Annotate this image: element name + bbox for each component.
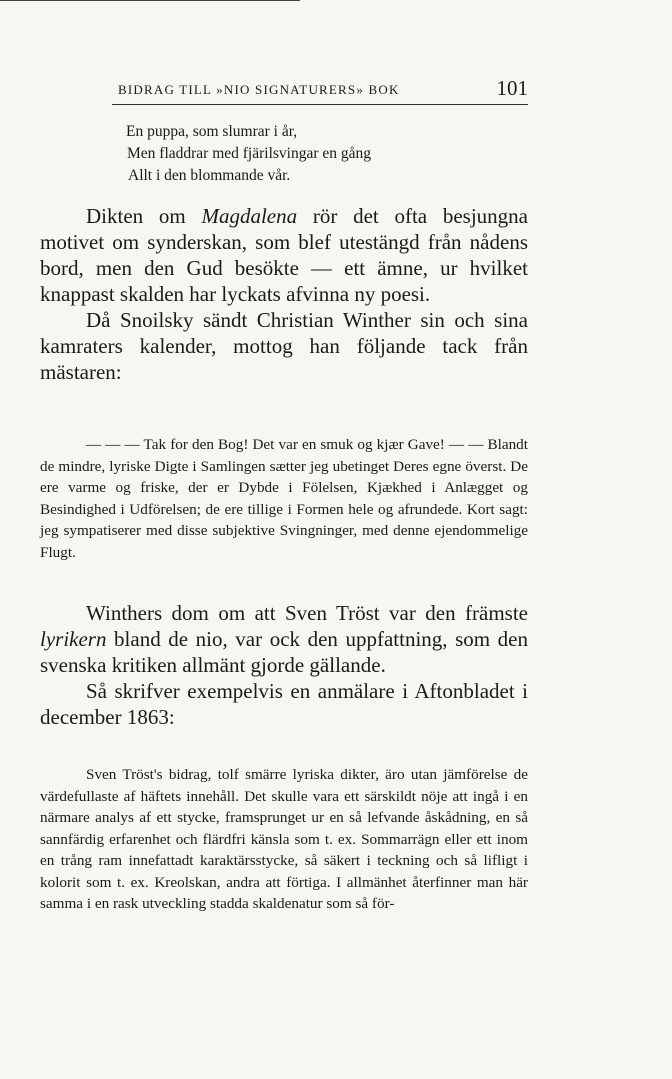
body-block-2 <box>40 600 528 730</box>
page-header <box>112 76 528 102</box>
verse-line: En puppa, som slumrar i år, <box>126 123 298 140</box>
paragraph-snoilsky: Då Snoilsky sändt Christian Winther sin och sina kamraters kalender, mottog han följande tack från mästaren: <box>40 308 528 384</box>
header-rule <box>112 104 528 105</box>
quote-winther <box>40 434 528 563</box>
quote-aftonbladet <box>40 764 528 915</box>
paragraph-winthers-dom: Winthers dom om att Sven Tröst var den främste lyrikern bland de nio, var ock den uppfattning, som den svenska kritiken allmänt gjorde gällande. <box>40 601 528 677</box>
quote-aftonbladet-text: Sven Tröst's bidrag, tolf smärre lyriska dikter, äro utan jämförelse de värdefullaste af häftets innehåll. Det skulle vara ett särskildt nöje att ingå i en närmare analys af ett stycke, framsprunget ur en så lefvande åskådning, en så sannfärdig erfarenhet och flärdfri känsla som t. ex. Sommarrägn eller ett inom en trång ram innefattadt karaktärsstycke, så säkert i teckning och så lifligt i kolorit som t. ex. Kreolskan, andra att förtiga. I allmänhet återfinner man här samma i en rask utveckling stadda skaldenatur som så för- <box>40 766 528 912</box>
verse-line: Allt i den blommande vår. <box>128 167 291 184</box>
paragraph-magdalena: Dikten om Magdalena rör det ofta besjungna motivet om synderskan, som blef utestängd från nådens bord, men den Gud besökte — ett ämne, ur hvilket knappast skalden har lyckats afvinna ny poesi. <box>40 204 528 306</box>
top-edge-rule <box>0 0 300 1</box>
quote-winther-text: — — — Tak for den Bog! Det var en smuk og kjær Gave! — — Blandt de mindre, lyriske Digte i Samlingen sætter jeg ubetinget Deres egne överst. De ere varme og friske, der er Dybde i Fölelsen, Kjækhed i Anlægget og Besindighed i Udförelsen; de ere tillige i Formen hele og afrundede. Kort sagt: jeg sympatiserer med disse subjektive Svingninger, med denne ejendommelige Flugt. <box>40 436 528 561</box>
body-block-1 <box>40 203 528 385</box>
page-number: 101 <box>496 76 528 100</box>
verse-line: Men fladdrar med fjärilsvingar en gång <box>127 145 372 162</box>
emphasis-lyrikern: lyrikern <box>40 627 107 651</box>
paragraph-aftonbladet: Så skrifver exempelvis en anmälare i Aftonbladet i december 1863: <box>40 679 528 729</box>
emphasis-magdalena: Magdalena <box>201 204 298 228</box>
verse-stanza <box>126 121 526 187</box>
running-title: BIDRAG TILL »NIO SIGNATURERS» BOK <box>118 82 400 97</box>
